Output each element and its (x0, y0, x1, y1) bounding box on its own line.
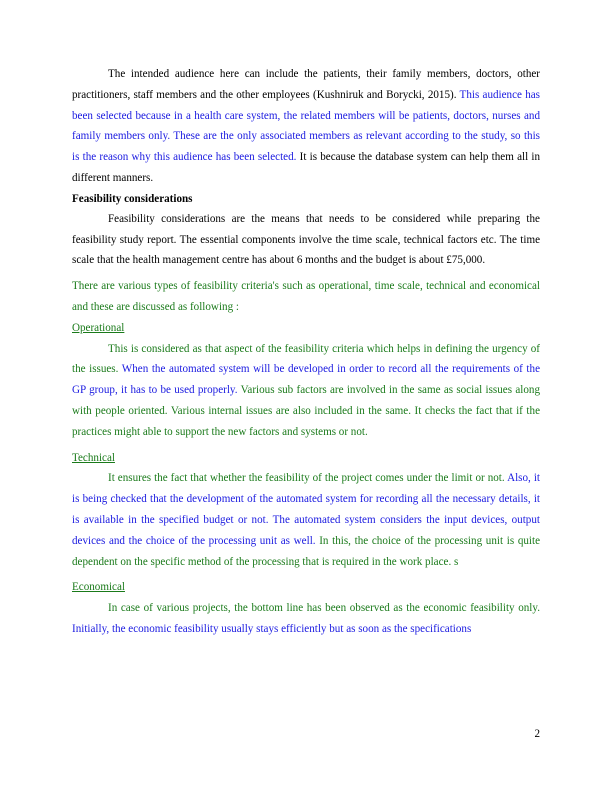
economical-text-2: Initially, the economic feasibility usually stays efficiently but as soon as the specifications (72, 622, 472, 635)
economical-heading: Economical (72, 581, 125, 594)
feasibility-heading: Feasibility considerations (72, 192, 193, 205)
audience-text-1: The intended audience here can include the patients, their family members, doctors, other practitioners, staff members and the other employees (Kushniruk and Borycki, 2015). (72, 68, 540, 101)
operational-paragraph (72, 339, 540, 443)
feasibility-paragraph: Feasibility considerations are the means that needs to be considered while preparing the feasibility study report. The essential components involve the time scale, technical factors etc. The time scale that the health management centre has about 6 months and the budget is about £75,000. (72, 212, 540, 267)
audience-paragraph (72, 64, 540, 189)
economical-heading-line (72, 577, 540, 598)
audience-text-3: It is because the database system can help them all in different manners. (72, 151, 540, 184)
technical-heading: Technical (72, 451, 115, 464)
technical-paragraph (72, 468, 540, 572)
document-page (72, 64, 540, 640)
feasibility-intro-paragraph: There are various types of feasibility criteria's such as operational, time scale, technical and economical and these are discussed as following : (72, 280, 540, 313)
technical-text-2: Also, it is being checked that the development of the automated system for recording all the necessary details, it is available in the specified budget or not. The automated system considers the input devices, output devices and the choice of the processing unit as well. (72, 472, 540, 547)
technical-text-1: It ensures the fact that whether the feasibility of the project comes under the limit or not. (108, 472, 508, 485)
economical-text-1: In case of various projects, the bottom line has been observed as the economic feasibility only. (108, 602, 540, 615)
operational-text-2: When the automated system will be developed in order to record all the requirements of the GP group, it has to be used properly. (72, 363, 540, 397)
operational-heading: Operational (72, 321, 125, 334)
audience-text-2: This audience has been selected because in a health care system, the related members will be patients, doctors, nurses and family members only. These are the only associated members as relevant according to the study, so this is the reason why this audience has been selected. (72, 88, 540, 164)
economical-paragraph (72, 598, 540, 640)
page-number: 2 (534, 728, 540, 740)
operational-text-1: This is considered as that aspect of the feasibility criteria which helps in defining the urgency of the issues. (72, 342, 540, 376)
operational-text-3: Various sub factors are involved in the same as social issues along with people oriented. Various internal issues are also included in the same. It checks the fact that if the practices might able to support the new factors and systems or not. (72, 384, 540, 438)
technical-heading-line (72, 448, 540, 469)
technical-text-3: In this, the choice of the processing unit is quite dependent on the specific method of the processing that is required in the work place. s (72, 534, 541, 568)
operational-heading-line (72, 318, 540, 339)
